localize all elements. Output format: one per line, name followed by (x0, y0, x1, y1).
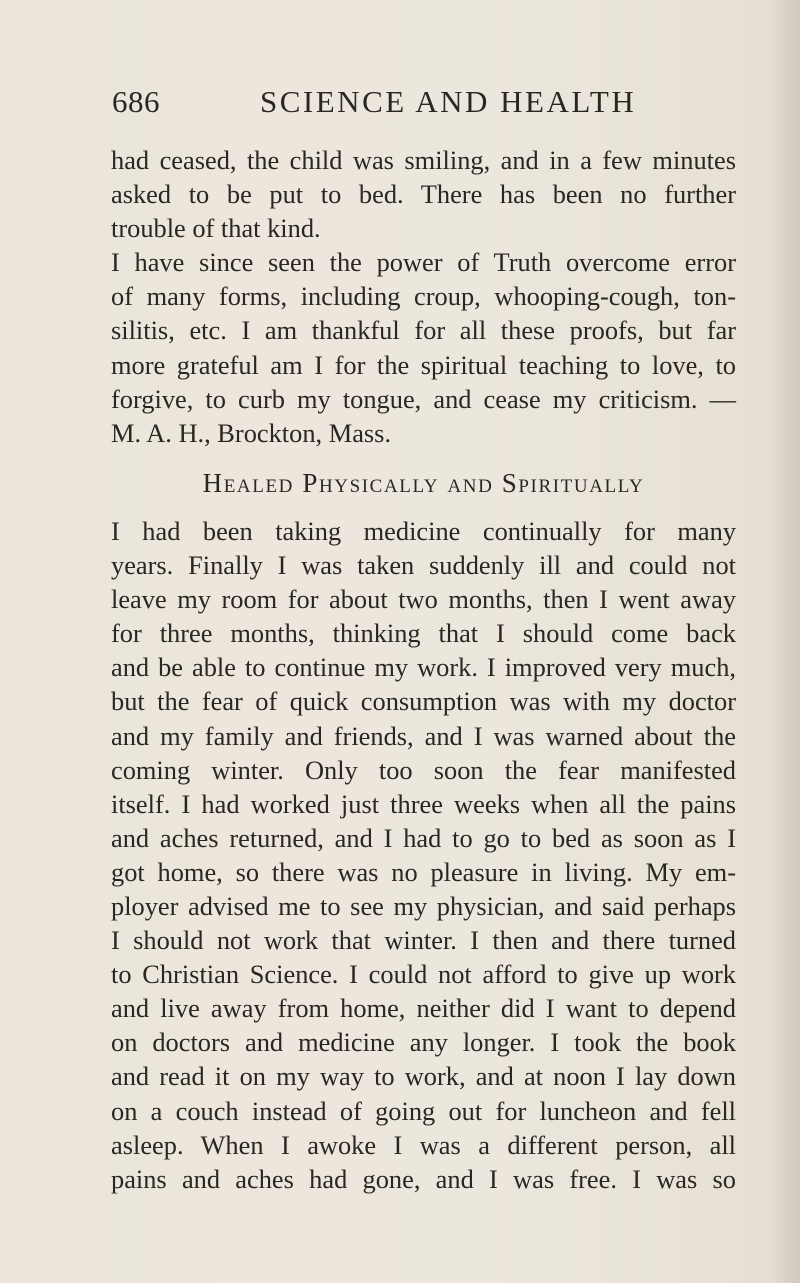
text-line: on doctors and medicine any longer. I took the book (111, 1027, 736, 1058)
paragraph-continued (111, 143, 736, 245)
running-head (112, 84, 702, 124)
text-line: to Christian Science. I could not afford to give up work (111, 959, 736, 990)
text-line: more grateful am I for the spiritual teaching to love, to (111, 349, 736, 380)
text-line: got home, so there was no pleasure in living. My em- (111, 856, 736, 887)
text-line: and aches returned, and I had to go to bed as soon as I (111, 822, 736, 853)
text-line: leave my room for about two months, then I went away (111, 584, 736, 615)
text-line: asked to be put to bed. There has been no further (111, 179, 736, 210)
text-line: and read it on my way to work, and at noon I lay down (111, 1061, 736, 1092)
page-number: 686 (112, 84, 160, 119)
section-heading: Healed Physically and Spiritually (202, 467, 645, 498)
text-line: I have since seen the power of Truth overcome error (111, 247, 736, 278)
text-line: itself. I had worked just three weeks when all the pains (111, 788, 736, 819)
text-line: and live away from home, neither did I want to depend (111, 993, 736, 1024)
body-text (111, 143, 736, 1196)
text-line: silitis, etc. I am thankful for all these proofs, but far (111, 315, 736, 346)
text-line: ployer advised me to see my physician, and said perhaps (111, 890, 736, 921)
paragraph-testimony (111, 514, 736, 1196)
text-line: I should not work that winter. I then and there turned (111, 925, 736, 956)
text-line: years. Finally I was taken suddenly ill and could not (111, 550, 736, 581)
signature-line: M. A. H., Brockton, Mass. (111, 417, 392, 448)
text-line: trouble of that kind. (111, 213, 321, 244)
running-title: SCIENCE AND HEALTH (260, 84, 637, 119)
paragraph-testimony-end (111, 245, 736, 450)
text-line: for three months, thinking that I should come back (111, 618, 736, 649)
text-line: of many forms, including croup, whooping-cough, ton- (111, 281, 736, 312)
text-line: asleep. When I awoke I was a different person, all (111, 1129, 736, 1160)
text-line: but the fear of quick consumption was with my doctor (111, 686, 736, 717)
text-line: forgive, to curb my tongue, and cease my criticism. — (111, 383, 736, 414)
text-line: coming winter. Only too soon the fear manifested (111, 754, 736, 785)
text-line: pains and aches had gone, and I was free. I was so (111, 1163, 736, 1194)
text-line: I had been taking medicine continually for many (111, 515, 736, 546)
text-line: had ceased, the child was smiling, and in a few minutes (111, 145, 736, 175)
text-line: on a couch instead of going out for luncheon and fell (111, 1095, 736, 1126)
text-line: and be able to continue my work. I improved very much, (111, 652, 736, 683)
text-line: and my family and friends, and I was warned about the (111, 720, 736, 751)
